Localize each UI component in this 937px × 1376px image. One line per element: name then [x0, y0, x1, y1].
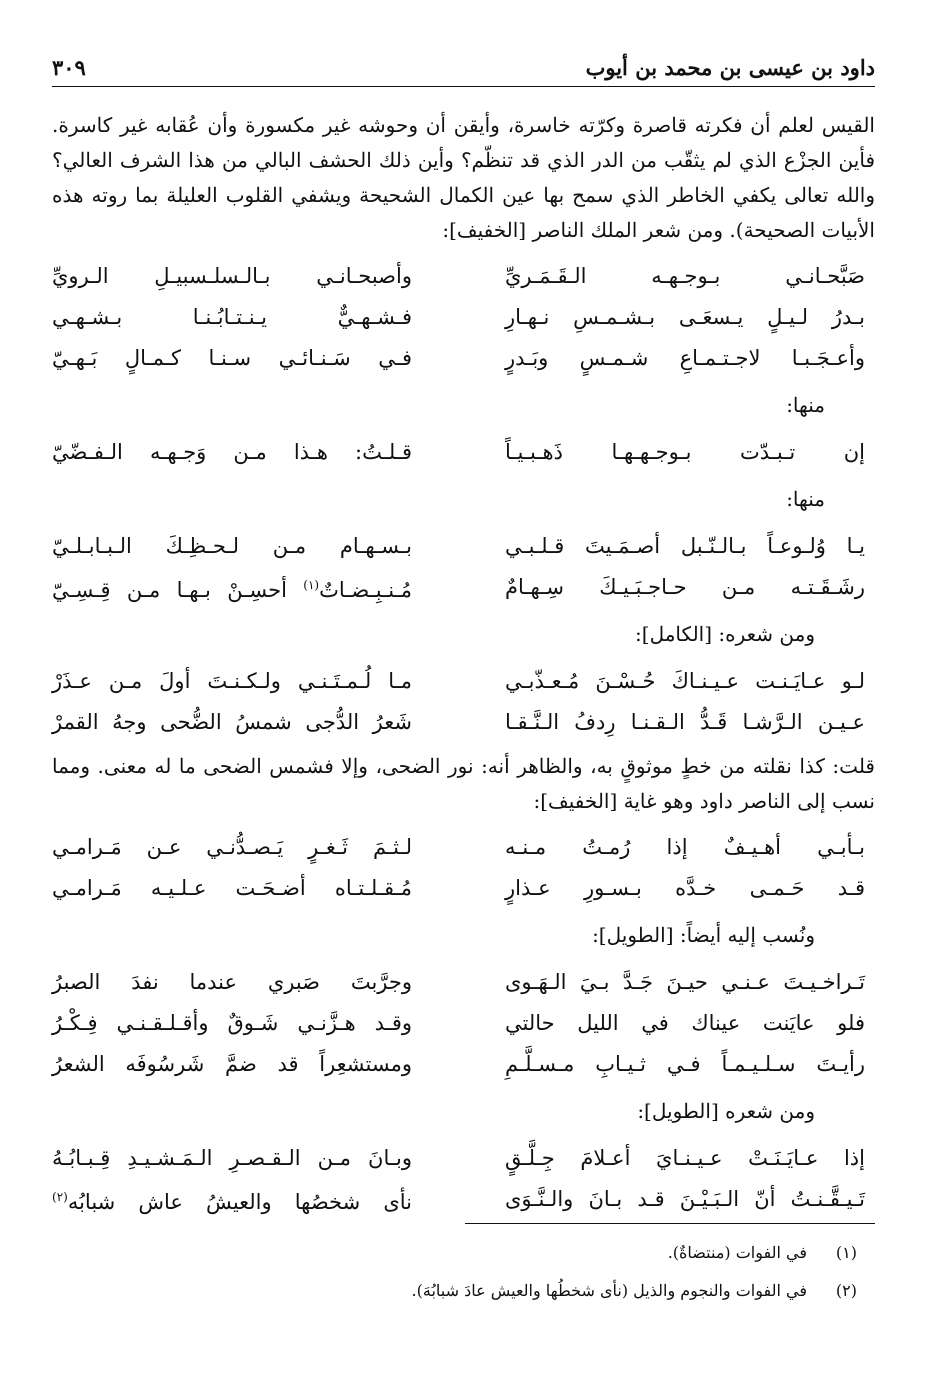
poem-4 — [52, 661, 875, 743]
verse-line — [52, 297, 875, 338]
verse-first-hemistich: إن تـبـدّت بـوجـهـهـا ذَهـبـيـاً — [505, 440, 865, 464]
verse-second-hemistich: فـي سَـنـائـي سـنـا كـمـالٍ بَـهـيّ — [52, 346, 412, 370]
verse-line — [52, 827, 875, 868]
header-divider — [52, 86, 875, 87]
verse-first-hemistich: فلو عايَنت عيناك في الليل حالتي — [505, 1011, 865, 1035]
verse-second-hemistich — [52, 568, 412, 608]
poem-3 — [52, 526, 875, 608]
footnote-text: في الفوات (منتضاةٌ). — [667, 1243, 807, 1262]
meter-label: ومن شعره [الطويل]: — [637, 1099, 815, 1123]
verse-first-hemistich: بـدرُ لـيـلٍ يـسعَـى بـشـمـسِ نـهـارِ — [505, 305, 865, 329]
verse-second-hemistich: بـسـهـام مـن لـحـظِـكَ الـبـابـلـيّ — [52, 534, 412, 558]
footnote-marker[interactable]: (١) — [303, 577, 320, 592]
verse-first-hemistich: تَـراخـيـتَ عـنـي حيـنَ جَـدَّ بـيَ الـهَـوى — [505, 970, 865, 994]
footnotes — [52, 1234, 875, 1310]
verse-first-hemistich: إذا عـايَـنَـتْ عـيـنـايَ أعـلامَ جِـلَّـقٍ — [505, 1146, 865, 1170]
verse-second-hemistich: قـلـتُ: هـذا مـن وَجـهـه الـفـضّيّ — [52, 440, 412, 464]
verse-second-hemistich: وقـد هـزَّنـي شَـوقٌ وأقـلـقـنـي فِـكْـرُ — [52, 1011, 412, 1035]
verse-line — [52, 962, 875, 1003]
verse-line — [52, 432, 875, 473]
verse-second-hemistich: ومستشعِراً قد ضمَّ شَرسُوفَه الشعرُ — [52, 1052, 412, 1076]
poem-6 — [52, 962, 875, 1085]
verse-second-hemistich: وبـانَ مـن الـقـصـرِ الـمَـشـيـدِ قِـبـابُـهُ — [52, 1146, 412, 1170]
verse-line — [52, 338, 875, 379]
verse-line — [52, 256, 875, 297]
verse-first-hemistich: قـد حَـمـى خـدَّه بـسـورِ عـذارٍ — [505, 876, 865, 900]
minha-label: منها: — [786, 487, 825, 511]
poem-2 — [52, 432, 875, 473]
verse-first-hemistich: لـو عـايَـنـت عـيـنـاكَ حُـسْـنَ مُـعـذّبـي — [505, 669, 865, 693]
verse-first-hemistich: رأيـتَ سـلـيـمـاً فـي ثـيـابِ مـسـلَّـمِ — [505, 1052, 865, 1076]
verse-line — [52, 1138, 875, 1179]
meter-label: ونُسب إليه أيضاً: [الطويل]: — [592, 923, 815, 947]
running-header — [52, 48, 875, 80]
verse-line — [52, 567, 875, 608]
verse-line — [52, 661, 875, 702]
verse-second-hemistich — [52, 1180, 412, 1220]
verse-second-hemistich: مُـقـلـتـاه أضـحَـت عـلـيـه مَـرامـي — [52, 876, 412, 900]
header-title: داود بن عيسى بن محمد بن أيوب — [585, 55, 875, 80]
hemistich-part: أحسِـنْ بـهـا مـن قِـسِـيّ — [52, 577, 304, 602]
verse-first-hemistich: صَبَّحـانـي بـوجـهـه الـقَـمَـريِّ — [505, 264, 865, 288]
footnote-number: (١) — [835, 1243, 857, 1262]
footnote-item — [52, 1272, 875, 1310]
page-number: ٣٠٩ — [52, 55, 86, 80]
footnote-number: (٢) — [835, 1281, 857, 1300]
verse-first-hemistich: عـيـن الـرَّشـا قَـدُّ الـقـنـا رِدفُ الـنَّـقـا — [505, 710, 865, 734]
verse-first-hemistich: وأعـجَـبـا لاجـتـمـاعِ شـمـسٍ وبَـدرٍ — [505, 346, 865, 370]
commentary-paragraph: قلت: كذا نقلته من خطٍ موثوقٍ به، والظاهر أنه: نور الضحى، وإلا فشمس الضحى ما له معنى. ومما نسب إلى الناصر داود وهو غاية [الخفيف]: — [52, 754, 875, 813]
hemistich-part: نأى شخصُها والعيشُ عاش شبابُه — [67, 1189, 412, 1214]
verse-line — [52, 702, 875, 743]
verse-line — [52, 1003, 875, 1044]
poem-7 — [52, 1138, 875, 1220]
verse-line — [52, 1179, 875, 1220]
verse-first-hemistich: تَـيـقَّـنـتُ أنّ الـبَـيْـنَ قـد بـانَ والـنَّـوَى — [505, 1187, 865, 1211]
verse-line — [52, 526, 875, 567]
verse-second-hemistich: شَعرُ الدُّجى شمسُ الضُّحى وجهُ القمرْ — [52, 710, 412, 734]
verse-second-hemistich: مـا لُـمـتَـنـي ولـكـنـتَ أولَ مـن عـذَرْ — [52, 669, 412, 693]
footnote-item — [52, 1234, 875, 1272]
poem-1 — [52, 256, 875, 379]
verse-first-hemistich: رشَـقَـتـه مـن حـاجـبَـيـكَ سِـهـامٌ — [505, 575, 865, 599]
intro-paragraph: القيس لعلم أن فكرته قاصرة وكرّته خاسرة، وأيقن أن وحوشه غير مكسورة وأن عُقابه غير كاسرة. فأين الجزْع الذي لم يثقّب من الدر الذي قد تنظّم؟ وأين ذلك الحشف البالي من هذا الشرف العالي؟ والله تعالى يكفي الخاطر الذي سمح بها عين الكمال الشحيحة ويشفي القلوب العليلة بما روته هذه الأبيات الصحيحة). ومن شعر الملك الناصر [الخفيف]: — [52, 113, 876, 242]
verse-second-hemistich: وأصبحـانـي بـالـسلـسبيـلِ الـرويِّ — [52, 264, 412, 288]
verse-line — [52, 868, 875, 909]
poem-5 — [52, 827, 875, 909]
footnote-marker[interactable]: (٢) — [52, 1189, 68, 1204]
verse-second-hemistich: وجرَّبتَ صَبري عندما نفدَ الصبرُ — [52, 970, 412, 994]
hemistich-part: مُـنـبِـضـاتٌ — [319, 577, 412, 602]
footnote-divider — [465, 1223, 875, 1224]
verse-second-hemistich: لـثـمَ ثَـغـرٍ يَـصـدُّنـي عـن مَـرامـي — [52, 835, 412, 859]
minha-label: منها: — [786, 393, 825, 417]
meter-label: ومن شعره: [الكامل]: — [635, 622, 815, 646]
footnote-text: في الفوات والنجوم والذيل (نأى شخطُها والعيش عادَ شبابُهَ). — [411, 1281, 807, 1300]
verse-first-hemistich: بـأبـي أهـيـفٌ إذا رُمـتُ مـنـه — [505, 835, 865, 859]
verse-line — [52, 1044, 875, 1085]
verse-first-hemistich: يـا وُلـوعـاً بـالـنّـبل أصـمَـيتَ قـلـبـي — [505, 534, 865, 558]
page-body — [52, 108, 875, 1226]
verse-second-hemistich: فـشـهـيٌّ يـنـتـابُـنـا بـشـهـي — [52, 305, 412, 329]
